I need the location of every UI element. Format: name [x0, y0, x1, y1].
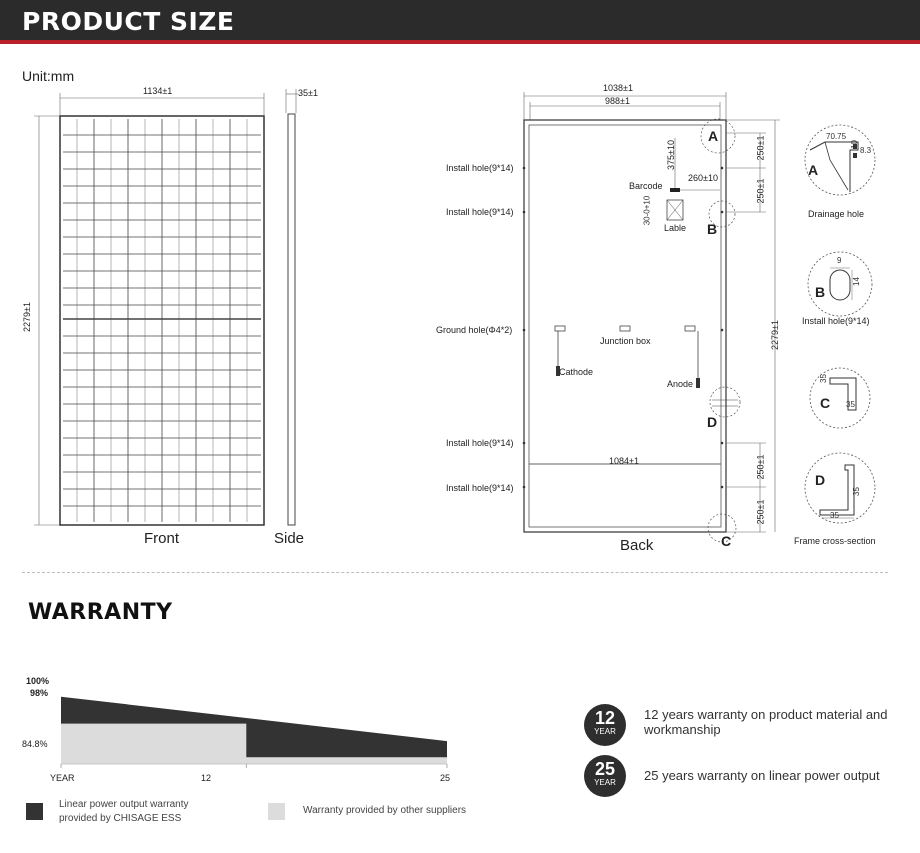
x-tick-label: YEAR: [50, 773, 75, 783]
legend-label-other-suppliers: Warranty provided by other suppliers: [303, 805, 467, 816]
badge-number: 25: [594, 759, 616, 779]
section-title-warranty: WARRANTY: [28, 600, 173, 625]
detail-c-dim-2: 35: [846, 400, 855, 409]
badge-number: 12: [594, 708, 616, 728]
install-hole-label-1: Install hole(9*14): [446, 163, 514, 173]
badge-unit: YEAR: [594, 727, 616, 736]
marker-c: C: [721, 533, 732, 549]
back-caption: Back: [620, 537, 654, 554]
detail-a-letter: A: [808, 162, 819, 178]
marker-a: A: [708, 128, 719, 144]
detail-c-dim-1: 35: [818, 374, 828, 383]
detail-a-dim-3: 8.3: [860, 146, 872, 155]
detail-d-height-dim: 35: [851, 487, 861, 496]
front-width-dimension: 1134±1: [143, 86, 173, 96]
side-view-drawing: [286, 89, 298, 525]
back-bottom-hole-dimension: 250±1: [755, 499, 766, 525]
warranty-chart: [30, 670, 490, 790]
detail-d-letter: D: [815, 472, 826, 488]
detail-a-dim-2: 10: [849, 140, 859, 149]
install-hole-label-2: Install hole(9*14): [446, 207, 514, 217]
back-top-hole-dimension: 250±1: [755, 135, 766, 161]
back-lower-hole-dimension: 250±1: [755, 454, 766, 480]
y-tick-label: 84.8%: [22, 739, 48, 749]
detail-b-height-dim: 14: [851, 277, 861, 286]
y-tick-label: 98%: [30, 688, 49, 698]
anode-label: Anode: [667, 379, 694, 389]
barcode-offset-dimension: 375±10: [665, 140, 676, 170]
install-hole-label-4: Install hole(9*14): [446, 483, 514, 493]
label-sticker-label: Lable: [664, 223, 687, 233]
marker-b: B: [707, 221, 718, 237]
legend-swatch-other-suppliers: [268, 803, 285, 820]
barcode-label: Barcode: [629, 181, 663, 191]
product-size-header: [0, 0, 920, 44]
detail-c-letter: C: [820, 395, 831, 411]
back-view-drawing: [510, 88, 790, 558]
detail-d-width-dim: 35: [830, 511, 839, 520]
label-offset-dimension: 260±10: [688, 173, 718, 183]
hole-span-dimension: 1084±1: [609, 456, 639, 466]
install-hole-label-3: Install hole(9*14): [446, 438, 514, 448]
warranty-text-25: 25 years warranty on linear power output: [644, 768, 880, 783]
y-tick-label: 100%: [26, 676, 50, 686]
front-caption: Front: [144, 530, 180, 547]
side-thickness-dimension: 35±1: [298, 88, 318, 98]
marker-d: D: [707, 414, 718, 430]
warranty-badge-12: [584, 704, 626, 746]
front-height-dimension: 2279±1: [21, 302, 32, 332]
label-size-dimension: 30-0+10: [642, 195, 652, 226]
badge-unit: YEAR: [594, 778, 616, 787]
detail-a-dim-1: 70.75: [826, 132, 847, 141]
legend-swatch-chisage: [26, 803, 43, 820]
back-inner-width-dimension: 988±1: [605, 96, 630, 106]
detail-b-letter: B: [815, 284, 826, 300]
side-caption: Side: [274, 530, 305, 547]
back-second-hole-dimension: 250±1: [755, 178, 766, 204]
detail-b-caption: Install hole(9*14): [802, 316, 870, 326]
back-outer-width-dimension: 1038±1: [603, 83, 633, 93]
warranty-badge-25: [584, 755, 626, 797]
detail-a-caption: Drainage hole: [808, 209, 865, 219]
section-title-product-size: PRODUCT SIZE: [22, 7, 235, 36]
back-height-dimension: 2279±1: [769, 320, 780, 350]
detail-d-caption: Frame cross-section: [794, 536, 876, 546]
warranty-text-12: 12 years warranty on product material and workmanship: [644, 707, 888, 737]
front-view-drawing: [30, 85, 320, 585]
section-divider: [22, 572, 888, 573]
ground-hole-label: Ground hole(Φ4*2): [436, 325, 513, 335]
legend-label-chisage: Linear power output warranty provided by CHISAGE ESS: [59, 799, 189, 824]
x-tick-label: 25: [440, 773, 451, 783]
x-tick-label: 12: [201, 773, 212, 783]
cathode-label: Cathode: [559, 367, 594, 377]
detail-b-width-dim: 9: [837, 256, 842, 265]
unit-label: Unit:mm: [22, 68, 75, 84]
junction-box-label: Junction box: [600, 336, 651, 346]
